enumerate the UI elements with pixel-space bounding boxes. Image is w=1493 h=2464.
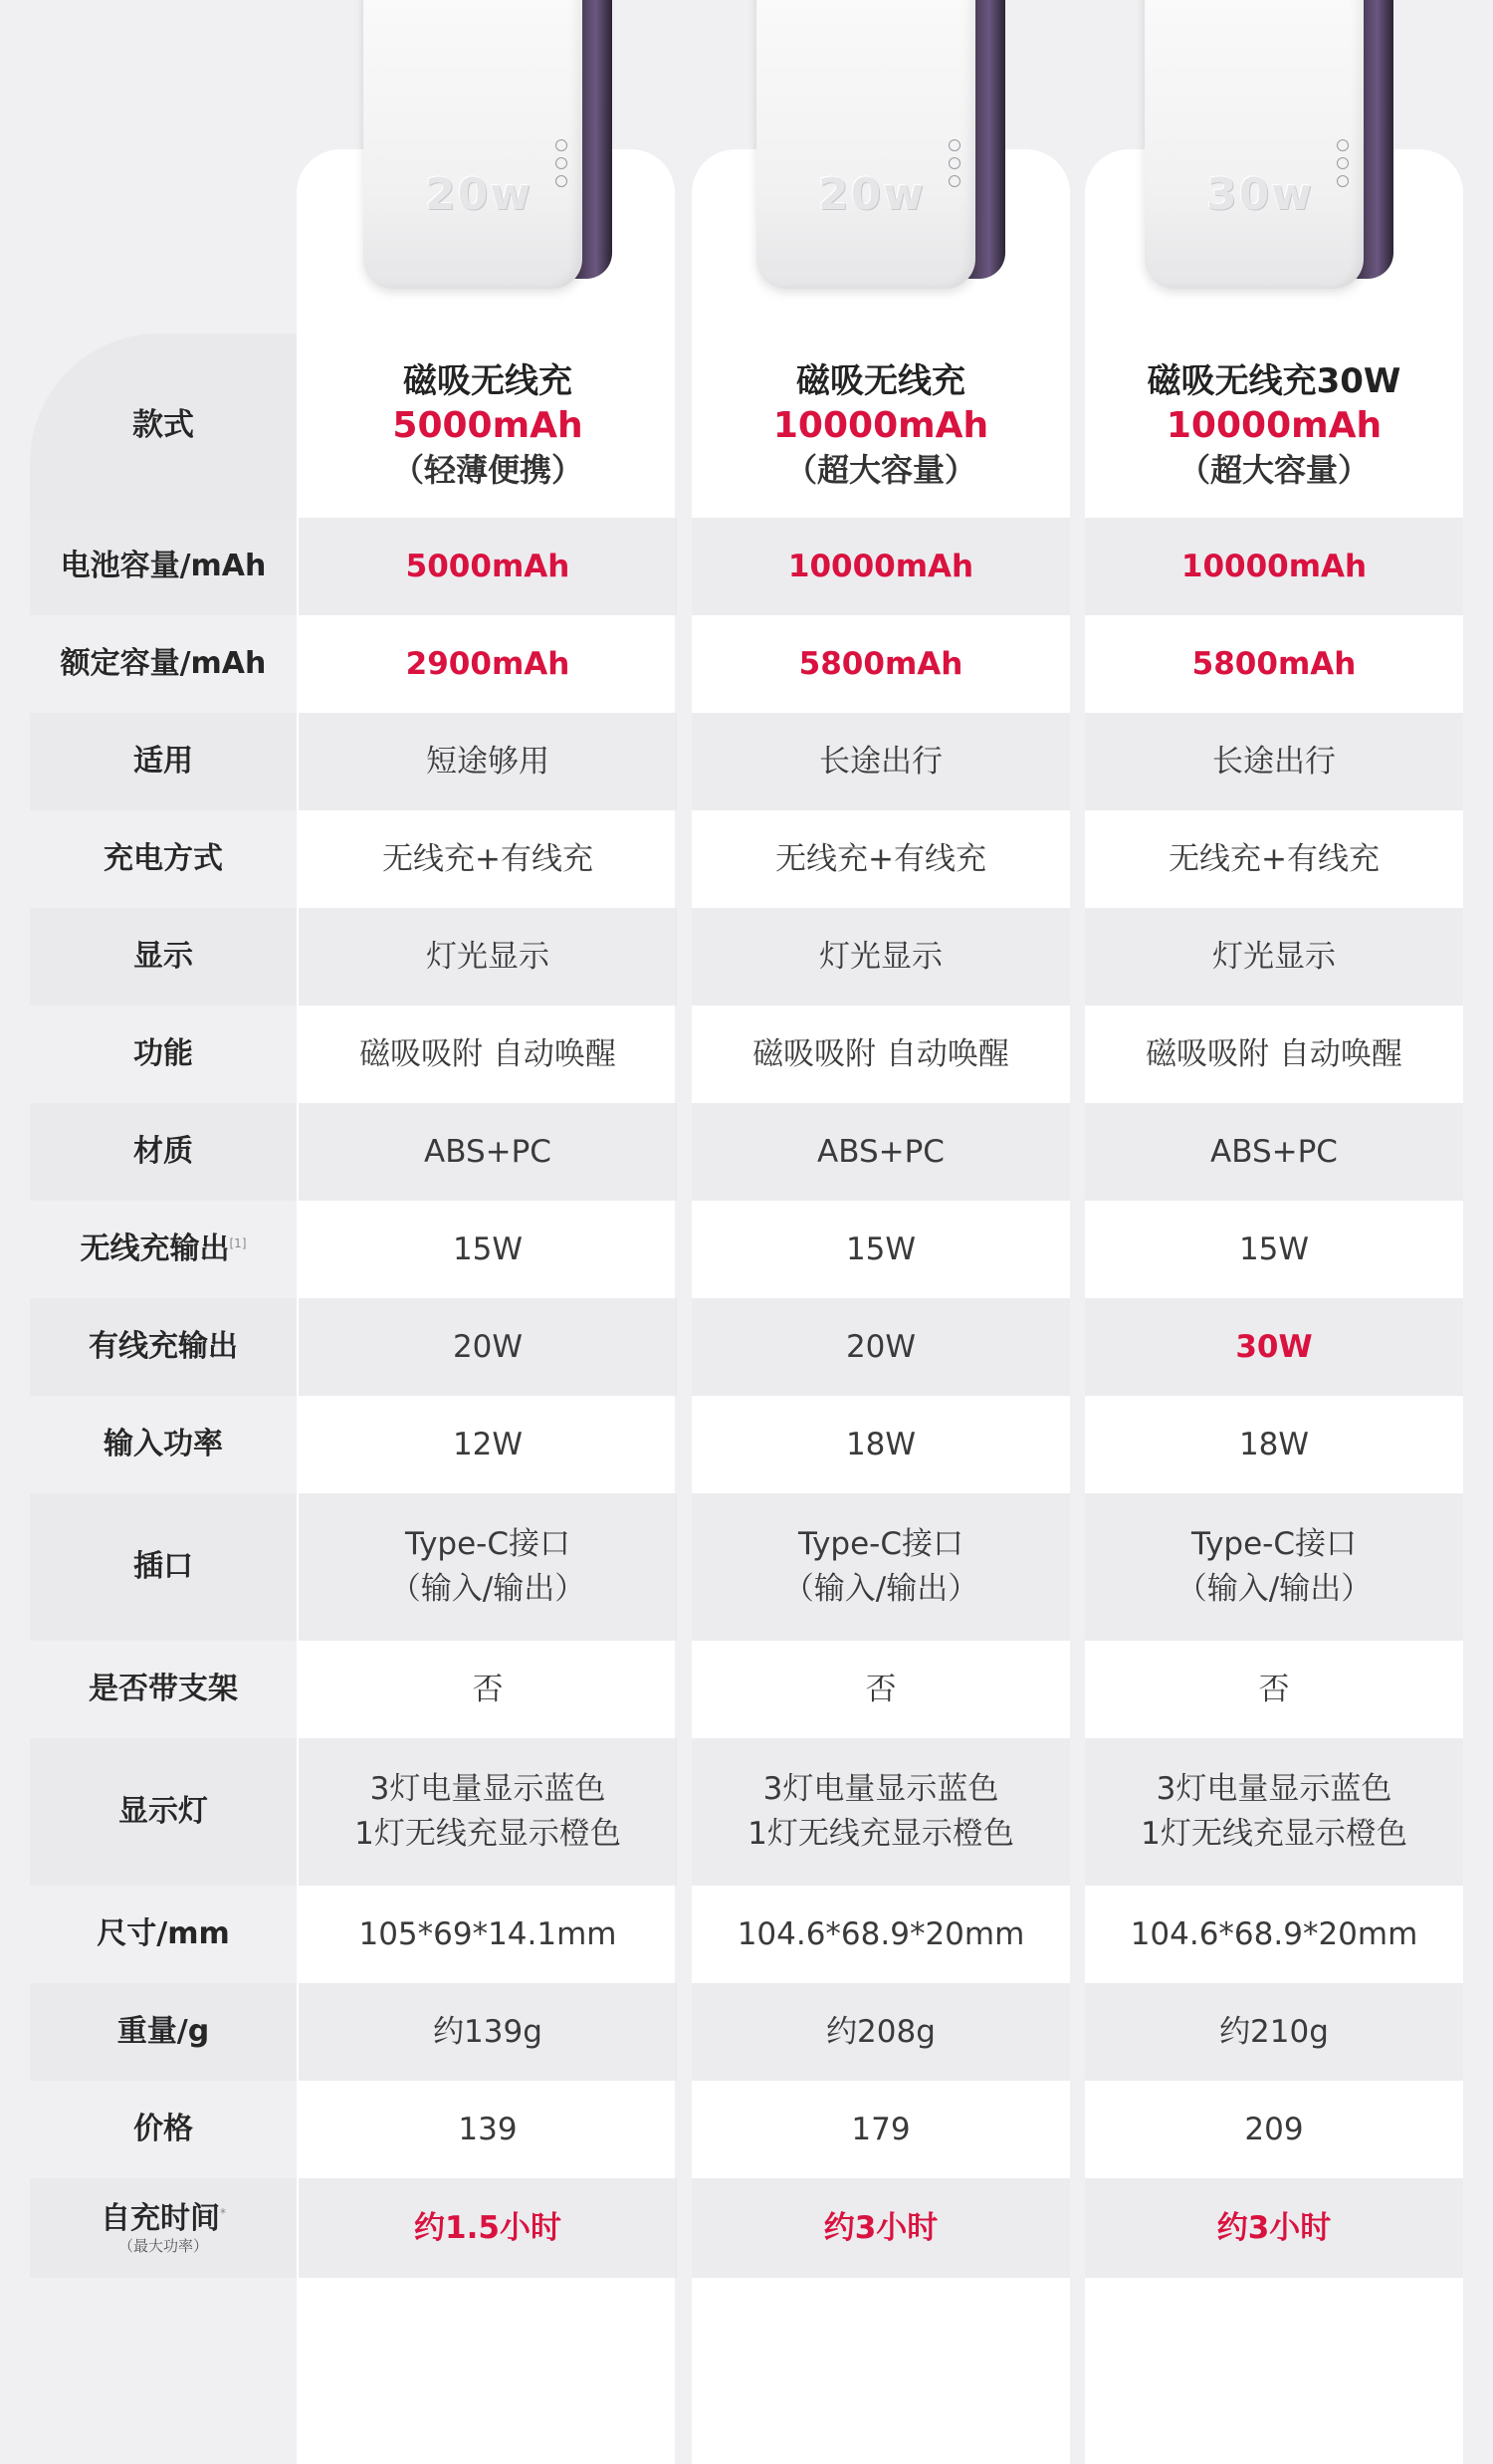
table-cell: ABS+PC [1085,1103,1463,1201]
row-label [30,1738,297,1886]
table-cell [299,1738,677,1886]
row-label-text: 功能 [133,1036,193,1071]
table-cell: 30W [1085,1298,1463,1396]
product-note: （超大容量） [784,451,976,490]
row-label-text: 电池容量/mAh [60,549,267,583]
table-cell: 约210g [1085,1983,1463,2081]
wattage-badge: 20w [425,169,533,220]
row-label [30,1201,297,1298]
header-col-2 [692,334,1070,518]
row-label-text: 额定容量/mAh [60,646,267,681]
product-note: （超大容量） [1177,451,1370,490]
table-cell [692,1738,1070,1886]
table-row [30,1298,1463,1396]
cell-line: （输入/输出） [782,1571,979,1607]
power-bank-image-2 [756,0,1005,309]
row-label [30,1006,297,1103]
table-row [30,2081,1463,2178]
row-label [30,1493,297,1641]
table-cell: 否 [1258,1671,1290,1707]
cell-line: 1灯无线充显示橙色 [747,1816,1014,1852]
table-cell: 20W [692,1298,1070,1396]
table-cell: 无线充+有线充 [382,840,593,877]
table-row [30,1396,1463,1493]
row-label [30,1641,297,1738]
cert-marks-icon [554,139,568,187]
product-name: 磁吸无线充 [796,361,965,402]
header-label: 款式 [132,406,194,443]
table-cell: 179 [851,2111,911,2147]
table-row [30,1641,1463,1738]
row-label-line [101,2201,226,2237]
row-label [30,518,297,615]
product-name: 磁吸无线充 [403,361,572,402]
cell-line: 3灯电量显示蓝色 [369,1771,606,1808]
cell-line: 1灯无线充显示橙色 [354,1816,621,1852]
power-bank-image-3 [1145,0,1393,309]
row-label-text: 重量/g [116,2014,210,2049]
table-cell: 磁吸吸附 自动唤醒 [752,1035,1009,1072]
header-col-3 [1085,334,1463,518]
footnote-mark: [1] [229,1236,247,1250]
cell-line: 1灯无线充显示橙色 [1141,1816,1407,1852]
row-label-text: 输入功率 [104,1427,223,1461]
row-sublabel: （最大功率） [117,2237,208,2255]
row-label-text: 材质 [133,1134,193,1169]
table-cell: 约208g [692,1983,1070,2081]
wattage-badge: 20w [818,169,926,220]
table-cell [1085,1493,1463,1641]
table-row [30,1103,1463,1201]
row-label [30,2081,297,2178]
table-cell: 15W [845,1231,917,1267]
table-cell: 约3小时 [692,2178,1070,2278]
table-cell [299,1493,677,1641]
table-cell: ABS+PC [299,1103,677,1201]
table-cell: 5800mAh [798,645,963,682]
row-label [30,810,297,908]
table-cell: 约3小时 [1085,2178,1463,2278]
wattage-badge: 30w [1206,169,1314,220]
table-cell: 5800mAh [1191,645,1357,682]
table-cell: 灯光显示 [299,908,677,1006]
cell-line: （输入/输出） [1175,1571,1373,1607]
table-row [30,518,1463,615]
power-bank-body [363,0,582,289]
table-row [30,1493,1463,1641]
row-label [30,1298,297,1396]
table-cell: ABS+PC [692,1103,1070,1201]
table-cell: 139 [458,2111,518,2147]
row-label [30,713,297,810]
row-label-text: 价格 [133,2112,193,2146]
header-row [30,334,1463,518]
row-label-text: 尺寸/mm [97,1916,230,1951]
table-cell: 否 [472,1671,504,1707]
table-cell: 约139g [299,1983,677,2081]
table-cell: 18W [845,1426,917,1462]
row-label [30,1983,297,2081]
table-cell: 105*69*14.1mm [358,1915,617,1952]
table-cell: 无线充+有线充 [1169,840,1380,877]
table-cell [1085,1738,1463,1886]
row-label-text: 自充时间 [101,2201,220,2236]
power-bank-body [756,0,975,289]
row-label-text: 是否带支架 [89,1672,238,1706]
table-cell: 10000mAh [692,518,1070,615]
table-cell: 长途出行 [1085,713,1463,810]
row-label-text: 适用 [133,744,193,779]
row-label [30,1396,297,1493]
product-note: （轻薄便携） [391,451,583,490]
table-cell: 12W [452,1426,524,1462]
row-label [30,1103,297,1201]
table-cell: 长途出行 [692,713,1070,810]
footnote-mark: * [220,2206,226,2220]
table-row [30,1983,1463,2081]
power-bank-image-1 [363,0,612,309]
table-cell: 短途够用 [299,713,677,810]
table-cell: 18W [1238,1426,1310,1462]
table-cell: 磁吸吸附 自动唤醒 [1146,1035,1402,1072]
table-row [30,1886,1463,1983]
cell-line: Type-C接口 [1190,1526,1358,1563]
cell-line: Type-C接口 [797,1526,964,1563]
cell-line: Type-C接口 [404,1526,571,1563]
table-cell: 5000mAh [299,518,677,615]
table-cell: 灯光显示 [692,908,1070,1006]
table-row [30,1201,1463,1298]
row-label-text: 显示 [133,939,193,974]
table-cell: 约1.5小时 [299,2178,677,2278]
power-bank-body [1145,0,1364,289]
row-label-text: 无线充输出 [80,1232,230,1266]
row-label-text: 有线充输出 [89,1329,238,1364]
table-row [30,810,1463,908]
cert-marks-icon [1336,139,1350,187]
row-label [30,1886,297,1983]
table-row [30,2178,1463,2278]
product-capacity: 10000mAh [772,405,989,447]
table-cell: 20W [299,1298,677,1396]
row-label-text: 插口 [133,1549,193,1584]
table-cell: 2900mAh [405,645,570,682]
table-cell: 15W [452,1231,524,1267]
product-capacity: 10000mAh [1166,405,1383,447]
row-label-text: 显示灯 [118,1794,208,1829]
cell-line: 3灯电量显示蓝色 [1156,1771,1392,1808]
table-cell: 灯光显示 [1085,908,1463,1006]
product-capacity: 5000mAh [392,405,583,447]
header-col-1 [299,334,677,518]
table-cell: 209 [1244,2111,1304,2147]
table-row [30,1006,1463,1103]
table-cell: 104.6*68.9*20mm [737,1915,1025,1952]
cert-marks-icon [948,139,961,187]
table-row [30,1738,1463,1886]
cell-line: 3灯电量显示蓝色 [762,1771,999,1808]
product-name: 磁吸无线充30W [1147,361,1401,402]
table-row [30,615,1463,713]
table-cell: 104.6*68.9*20mm [1130,1915,1418,1952]
table-cell: 10000mAh [1085,518,1463,615]
row-label-text: 充电方式 [104,841,223,876]
table-row [30,713,1463,810]
table-cell: 磁吸吸附 自动唤醒 [359,1035,616,1072]
product-images [0,0,1493,338]
table-row [30,908,1463,1006]
table-cell: 15W [1238,1231,1310,1267]
row-label-line [81,1232,247,1267]
table-cell [692,1493,1070,1641]
row-label [30,908,297,1006]
cell-line: （输入/输出） [389,1571,586,1607]
table-cell: 否 [865,1671,897,1707]
table-cell: 无线充+有线充 [775,840,986,877]
row-label [30,2178,297,2278]
row-label [30,615,297,713]
